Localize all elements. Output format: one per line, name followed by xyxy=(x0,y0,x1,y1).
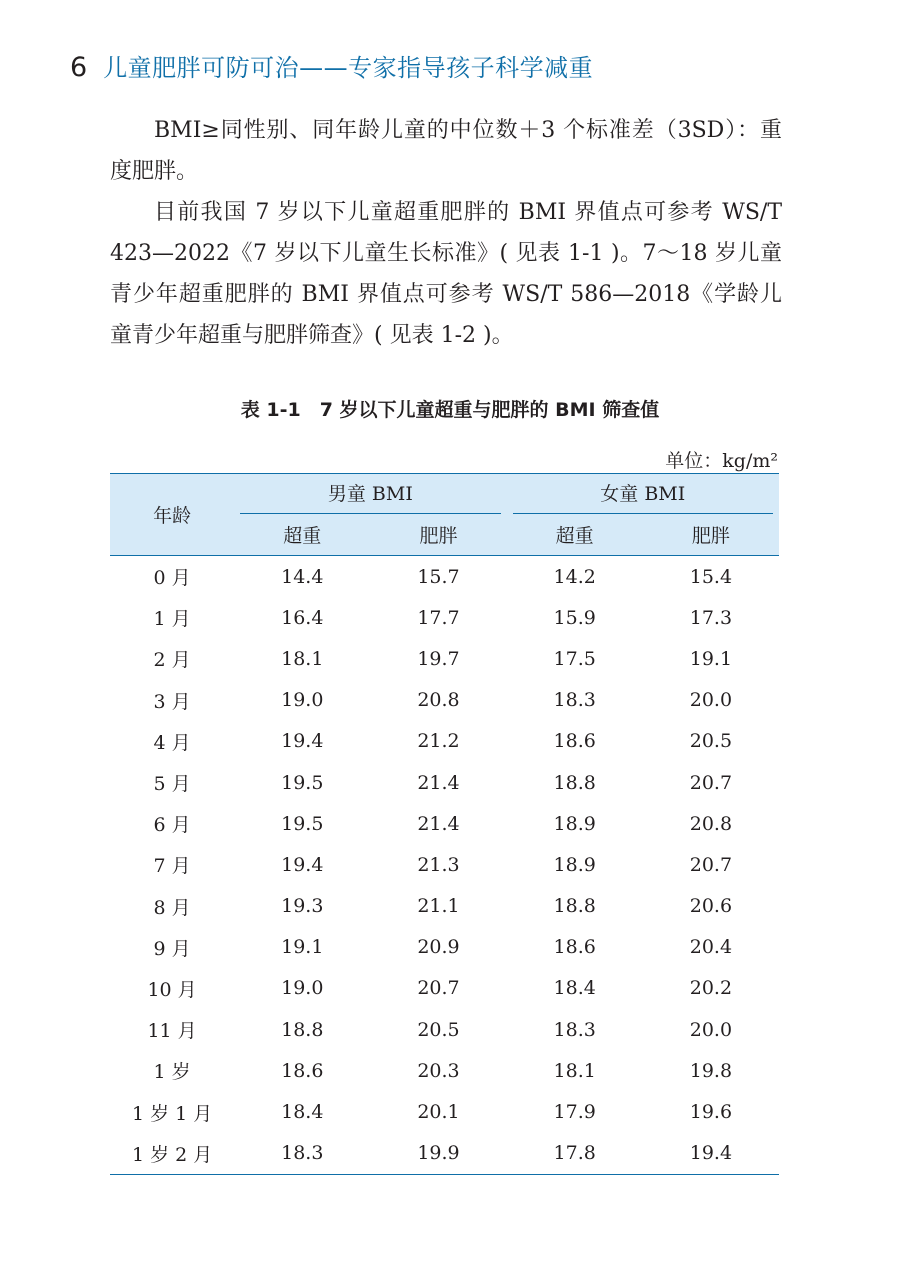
boys-obese-cell: 20.7 xyxy=(417,977,460,1000)
girls-obese-cell: 20.2 xyxy=(689,977,733,1000)
girls-obese-header: 肥胖 xyxy=(691,525,730,547)
age-cell: 2 月 xyxy=(153,649,191,672)
girls-overweight-cell: 15.9 xyxy=(553,606,596,629)
boys-obese-cell: 17.7 xyxy=(417,606,460,629)
age-cell: 9 月 xyxy=(153,937,191,960)
age-cell: 1 岁 1 月 xyxy=(131,1102,213,1125)
body-text xyxy=(110,110,782,356)
girls-obese-cell: 20.4 xyxy=(689,936,733,959)
boys-overweight-header: 超重 xyxy=(283,525,322,547)
girls-overweight-cell: 17.5 xyxy=(553,647,596,670)
girls-obese-cell: 15.4 xyxy=(689,565,733,588)
boys-overweight-cell: 18.3 xyxy=(234,1133,370,1175)
girls-obese-cell: 20.0 xyxy=(689,1018,733,1041)
table-row xyxy=(110,762,779,803)
bmi-table xyxy=(110,473,779,1175)
boys-overweight-cell: 18.6 xyxy=(281,1059,324,1082)
girls-obese-cell: 20.0 xyxy=(689,689,733,712)
girls-overweight-cell: 18.3 xyxy=(553,1018,596,1041)
age-cell: 5 月 xyxy=(153,773,191,796)
table-caption: 表 1-1 7 岁以下儿童超重与肥胖的 BMI 筛查值 xyxy=(240,399,660,421)
table-unit: 单位：kg/m² xyxy=(665,450,778,472)
table-row xyxy=(110,597,779,638)
boys-obese-cell: 21.4 xyxy=(417,771,460,794)
age-cell: 7 月 xyxy=(153,855,191,878)
boys-overweight-cell: 19.0 xyxy=(281,977,324,1000)
girls-overweight-cell: 18.4 xyxy=(553,977,596,1000)
girls-overweight-cell: 17.8 xyxy=(507,1133,643,1175)
boys-overweight-cell: 19.5 xyxy=(281,812,324,835)
girls-overweight-cell: 18.8 xyxy=(553,895,596,918)
table-row xyxy=(110,968,779,1009)
boys-overweight-cell: 16.4 xyxy=(281,606,324,629)
girls-obese-cell: 19.8 xyxy=(689,1059,733,1082)
page-number: 6 xyxy=(70,52,88,83)
girls-overweight-cell: 18.8 xyxy=(553,771,596,794)
boys-obese-cell: 19.7 xyxy=(417,647,460,670)
boys-overweight-cell: 19.4 xyxy=(281,730,324,753)
girls-obese-cell: 20.7 xyxy=(689,771,733,794)
girls-overweight-cell: 14.2 xyxy=(553,565,596,588)
table-row xyxy=(110,844,779,885)
girls-obese-cell: 20.6 xyxy=(689,895,733,918)
boys-overweight-cell: 19.0 xyxy=(281,689,324,712)
table-row xyxy=(110,1009,779,1050)
age-cell: 1 月 xyxy=(153,608,191,631)
girls-overweight-header: 超重 xyxy=(555,525,594,547)
age-column-header: 年龄 xyxy=(153,505,192,527)
boys-overweight-cell: 19.3 xyxy=(281,895,324,918)
boys-overweight-cell: 14.4 xyxy=(281,565,324,588)
boys-obese-cell: 21.2 xyxy=(417,730,460,753)
boys-overweight-cell: 19.5 xyxy=(281,771,324,794)
age-cell: 1 岁 2 月 xyxy=(110,1133,234,1175)
boys-obese-cell: 20.5 xyxy=(417,1018,460,1041)
table-row xyxy=(110,1133,779,1175)
age-cell: 4 月 xyxy=(153,731,191,754)
boys-overweight-cell: 18.8 xyxy=(281,1018,324,1041)
running-header xyxy=(70,48,593,88)
boys-obese-cell: 21.1 xyxy=(417,895,460,918)
girls-obese-cell: 17.3 xyxy=(689,606,733,629)
girls-obese-cell: 20.7 xyxy=(689,853,733,876)
boys-bmi-header: 男童 BMI xyxy=(234,474,506,515)
girls-overweight-cell: 18.9 xyxy=(553,853,596,876)
boys-obese-cell: 15.7 xyxy=(417,565,460,588)
paragraph-bmi-standards: 目前我国 7 岁以下儿童超重肥胖的 BMI 界值点可参考 WS/T 423—2022《7 岁以下儿童生长标准》( 见表 1-1 )。7～18 岁儿童青少年超重肥胖的 BMI 界值点可参考 WS/T 586—2018《学龄儿童青少年超重与肥胖筛查》( 见表 1-2 )。 xyxy=(110,200,782,348)
table-row xyxy=(110,680,779,721)
girls-obese-cell: 20.8 xyxy=(689,812,733,835)
boys-obese-cell: 21.3 xyxy=(417,853,460,876)
girls-overweight-cell: 18.6 xyxy=(553,730,596,753)
table-row xyxy=(110,803,779,844)
girls-obese-cell: 19.1 xyxy=(689,647,733,670)
table-row xyxy=(110,1050,779,1091)
book-title: 儿童肥胖可防可治——专家指导孩子科学减重 xyxy=(103,54,594,82)
table-row xyxy=(110,638,779,679)
girls-overweight-cell: 18.3 xyxy=(553,689,596,712)
boys-obese-cell: 20.9 xyxy=(417,936,460,959)
boys-obese-header: 肥胖 xyxy=(419,525,458,547)
table-row xyxy=(110,1091,779,1132)
table-row xyxy=(110,927,779,968)
age-cell: 11 月 xyxy=(147,1020,197,1043)
boys-obese-cell: 20.8 xyxy=(417,689,460,712)
boys-overweight-cell: 18.1 xyxy=(281,647,324,670)
table-header xyxy=(110,474,779,556)
girls-overweight-cell: 18.1 xyxy=(553,1059,596,1082)
table-row xyxy=(110,886,779,927)
girls-obese-cell: 20.5 xyxy=(689,730,733,753)
table-row xyxy=(110,556,779,598)
girls-obese-cell: 19.6 xyxy=(689,1101,733,1124)
paragraph-severe-obesity: BMI≥同性别、同年龄儿童的中位数＋3 个标准差（3SD）：重度肥胖。 xyxy=(110,118,782,184)
boys-obese-cell: 20.3 xyxy=(417,1059,460,1082)
boys-overweight-cell: 19.1 xyxy=(281,936,324,959)
boys-overweight-cell: 18.4 xyxy=(281,1101,324,1124)
table-row xyxy=(110,721,779,762)
boys-overweight-cell: 19.4 xyxy=(281,853,324,876)
boys-obese-cell: 19.9 xyxy=(370,1133,506,1175)
girls-overweight-cell: 17.9 xyxy=(553,1101,596,1124)
age-cell: 1 岁 xyxy=(153,1061,191,1084)
age-cell: 6 月 xyxy=(153,814,191,837)
table-body xyxy=(110,556,779,1175)
girls-overweight-cell: 18.6 xyxy=(553,936,596,959)
age-cell: 8 月 xyxy=(153,896,191,919)
age-cell: 3 月 xyxy=(153,690,191,713)
girls-bmi-header: 女童 BMI xyxy=(507,474,779,515)
boys-obese-cell: 20.1 xyxy=(417,1101,460,1124)
girls-overweight-cell: 18.9 xyxy=(553,812,596,835)
age-cell: 10 月 xyxy=(147,978,197,1001)
girls-obese-cell: 19.4 xyxy=(643,1133,779,1175)
age-cell: 0 月 xyxy=(153,567,191,590)
boys-obese-cell: 21.4 xyxy=(417,812,460,835)
